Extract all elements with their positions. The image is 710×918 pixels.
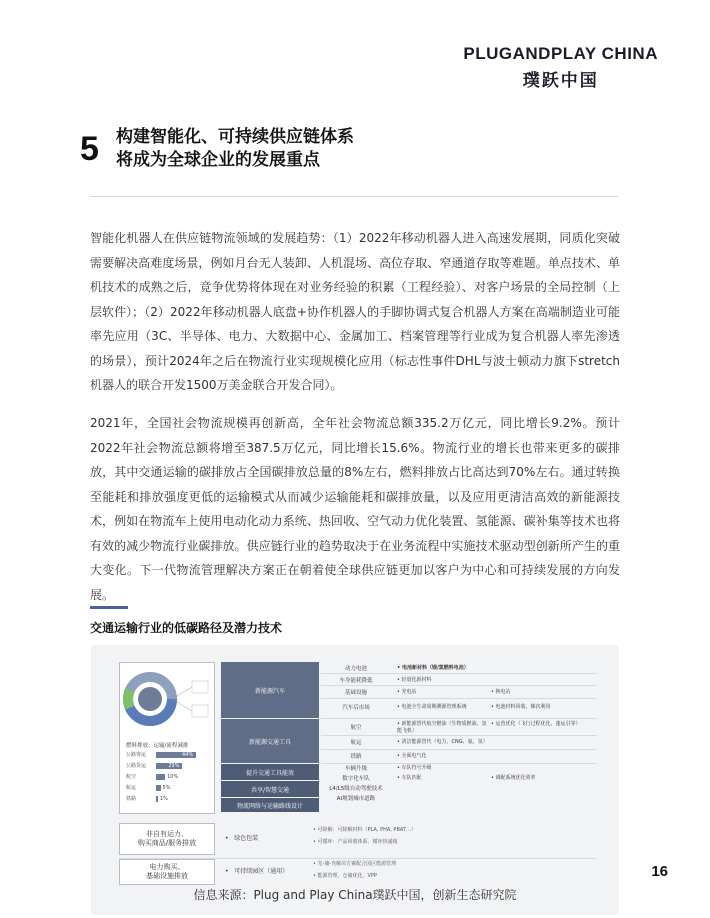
lower-item-2: • 可持续园区（通用） [225,868,289,875]
brand-name-en: PLUGANDPLAY CHINA [463,44,658,63]
lower-sub: • 可循环：产品回收体系、循环快递箱 [313,839,398,845]
bar [156,785,161,791]
block-shared: 共享/智慧交通 [221,781,319,797]
item: • 运营优化（飞行过程优化、蓬运引等） [491,721,581,727]
emission-panel [119,662,215,814]
sub-label: 铁路 [350,754,362,760]
section-title-line2: 将成为全球企业的发展重点 [116,150,320,170]
sub-label: 车辆升级 [344,766,367,772]
section-title [116,126,354,172]
figure-caption: 信息来源：Plug and Play China璞跃中国，创新生态研究院 [193,888,517,902]
row-line [321,718,597,719]
sub-label: 基础设施 [344,690,367,696]
sub-label: 车身能耗降低 [339,678,373,684]
figure-diagram [91,645,619,915]
bar-label: 铁路 [126,796,137,802]
page-number: 16 [651,863,668,880]
paragraph-robots: 智能化机器人在供应链物流领域的发展趋势：（1）2022年移动机器人进入高速发展期，同质化突破需要解决高难度场景，例如月台无人装卸、人机混场、高位存取、窄通道存取等难题。单点技术、单机技术的成熟之后，竞争优势将体现在对业务经验的积累（工程经验）、对客户场景的全局控制（上层软件）；（2）2022年移动机器人底盘+协作机器人的手脚协调式复合机器人方案在高端制造业可能率先应用（3C、半导体、电力、大数据中心、金属加工、档案管理等行业成为复合机器人率先渗透的场景），预计2024年之后在物流行业实现规模化应用（标志性事件DHL与波士顿动力旗下stretch机器人的联合开发1500万美金联合开发合同）。 [90,231,620,392]
bars-title: 燃料排放：运输/流程减排 [126,743,189,749]
section-title-line1: 构建智能化、可持续供应链体系 [116,127,354,147]
divider [90,196,618,197]
sub-label: 航空 [350,725,362,731]
bar-value: 1% [160,796,168,802]
item: • 电池新材料（锂/氢燃料电池） [397,665,469,671]
item: • 车队符号升级 [397,765,432,771]
bar-label: 公路货运 [126,763,147,769]
item: • 电池全生命周期溯源管理系统 [397,704,467,710]
accent-bar [90,606,128,609]
paragraph-logistics: 2021年，全国社会物流规模再创新高，全年社会物流总额335.2万亿元，同比增长9.2%。预计2022年社会物流总额将增至387.5万亿元，同比增长15.6%。物流行业的增长也带来更多的碳排放，其中交通运输的碳排放占全国碳排放总量的8%左右，燃料排放占比高达到70%左右。通过转换至能耗和排放强度更低的运输模式从而减少运输能耗和碳排放量，以及应用更清洁高效的新能源技术，例如在物流车上使用电动化动力系统、热回收、空气动力优化装置、氢能源、碳补集等技术也将有效的减少物流行业碳排放。供应链行业的趋势取决于在业务流程中实施技术驱动型创新所产生的重大变化。下一代物流管理解决方案正在朝着使全球供应链更加以客户为中心和可持续发展的方向发展。 [90,416,620,602]
lower-left-box-1: 非自有运力、 购买商品/服务排放 [119,823,215,855]
item: • 换电站 [491,689,511,695]
bar-value: 10% [167,774,179,780]
row-line [321,698,597,699]
sub-label: AI规划城市道路 [336,796,376,802]
lower-left-box-2: 电力购买、 基础设施排放 [119,859,215,885]
bar-label: 航运 [126,785,137,791]
bar [156,774,165,780]
bar-row [126,751,210,759]
row-line [321,735,597,736]
lower-sub: • 能源管理，仓储优化，VPP [313,873,377,879]
bar-row [126,762,210,770]
block-efficiency: 提升交通工具能效 [221,764,319,780]
item: • 轻量化新材料 [397,677,432,683]
item: • 调配系统优化效率 [491,775,536,781]
brand-name-zh: 璞跃中国 [522,71,599,91]
bar-row [126,795,210,803]
row-line [321,673,597,674]
bar-value: 44% [182,752,194,758]
bar-row [126,784,210,792]
section-number: 5 [80,130,99,168]
lower-item-1: • 绿色包装 [225,835,259,842]
brand-logo [463,44,658,91]
item: • 全面电气化 [397,753,427,759]
bar-label: 航空 [126,774,137,780]
sub-label: 航运 [350,740,362,746]
bar [156,796,158,802]
row-line [321,685,597,686]
block-nev: 新能源汽车 [221,662,319,718]
sub-label: L4/L5级自动驾驶技术 [329,786,383,792]
block-logistics: 物流网络与运输路线设计 [221,798,319,812]
item: • 清洁能源替代（电力、CNG、氨、氢） [397,739,488,745]
sub-label: 汽车后市场 [342,705,370,711]
figure-title: 交通运输行业的低碳路径及潜力技术 [90,621,283,635]
bar-label: 公路客运 [126,752,147,758]
sub-label: 动力电池 [344,666,367,672]
item: • 电池材料回收、梯次利用 [491,704,551,710]
bar-row [126,773,210,781]
bar-value: 5% [162,785,171,791]
lower-sub: • 可降解：可降解材料（PLA, PHA, PBAT…） [313,827,416,833]
sub-label: 数字化车队 [342,776,370,782]
item: • 新能源替代航空燃油（生物质燃油、氢能飞机） [397,721,487,734]
block-nev-tools: 新能源交通工具 [221,719,319,763]
donut-chart [120,663,214,739]
lower-sub: • 光-储-充解决方案配合园区能源管理 [313,861,397,867]
item: • 充电站 [397,689,417,695]
item: • 车队匹配 [397,775,422,781]
bar-value: 29% [168,763,180,769]
row-line [321,749,597,750]
